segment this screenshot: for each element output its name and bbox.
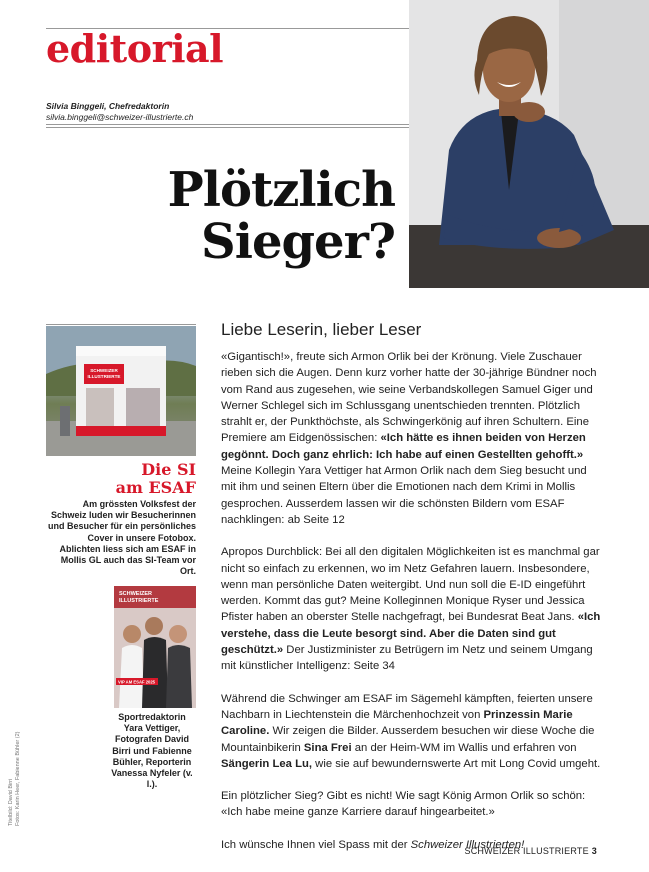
sidebar-rule bbox=[46, 324, 196, 325]
team-cover-photo bbox=[114, 586, 196, 708]
paragraph-5-italic: Schweizer Illustrierten! bbox=[410, 838, 525, 851]
paragraph-3 bbox=[221, 691, 603, 772]
team-cover-logo-line-1: SCHWEIZER bbox=[119, 591, 152, 597]
paragraph-2-quote: «Ich verstehe, dass die Leute besorgt sind. Aber die Daten sind gut geschützt.» bbox=[221, 611, 601, 657]
paragraph-1-text-a: «Gigantisch!», freute sich Armon Orlik bei der Krönung. Viele Zuschauer rieben sich die Augen. Denn kurz vorher hatte der 30-jährige Bündner noch vom Rand aus zugesehen, wie seine Verbandskollegen Samuel Giger und Werner Schlegel sich im Schlussgang unentschieden trennten. Plötzlich strahlt er, der Punkthöchste, als Schwingerkönig auf ihren Schultern. Eine Premiere am Eidgenössischen: bbox=[221, 351, 597, 445]
author-name: Silvia Binggeli, Chefredaktorin bbox=[46, 101, 170, 111]
paragraph-1 bbox=[221, 349, 603, 528]
photo-credit bbox=[8, 732, 22, 826]
team-cover-logo-line-2: ILLUSTRIERTE bbox=[119, 598, 159, 604]
editor-portrait-photo bbox=[409, 0, 649, 288]
headline bbox=[168, 164, 395, 268]
headline-line-2: Sieger? bbox=[201, 214, 395, 270]
team-cover-illustration bbox=[114, 586, 196, 708]
paragraph-3-text-c: an der Heim-WM im Wallis und erfahren von bbox=[351, 741, 577, 754]
sidebar-title-line-2: am ESAF bbox=[115, 478, 196, 497]
page-number: 3 bbox=[591, 846, 597, 856]
paragraph-3-text-d: wie sie auf bewundernswerte Art mit Long Covid umgeht. bbox=[312, 757, 601, 770]
paragraph-2-text-a: Apropos Durchblick: Bei all den digitalen Möglichkeiten ist es manchmal gar nicht so einfach zu erkennen, wo im Netz Gefahren lauern. Insbesondere, wenn man persönliche Daten weitergibt. Und nun soll die E-ID eingeführt werden. Kommt das gut? Meine Kolleginnen Monique Ryser und Jessica Pfister haben an oberster Stelle nachgefragt, bei Bundesrat Beat Jans. bbox=[221, 546, 600, 624]
fotobox-photo bbox=[46, 326, 196, 456]
paragraph-1-quote: «Ich hätte es ihnen beiden von Herzen gegönnt. Doch ganz ehrlich: Ich habe auf einen Gestellten gehofft.» bbox=[221, 432, 586, 461]
footer-magazine: SCHWEIZER ILLUSTRIERTE bbox=[464, 846, 589, 856]
salutation: Liebe Leserin, lieber Leser bbox=[221, 320, 422, 339]
header-rule-bottom bbox=[46, 124, 409, 125]
photo-credit-line-1: Titelbild: David Birri bbox=[8, 778, 14, 826]
paragraph-5-text: Ich wünsche Ihnen viel Spass mit der bbox=[221, 838, 411, 851]
author-email: silvia.binggeli@schweizer-illustrierte.ch bbox=[46, 112, 194, 122]
paragraph-2-text-b: Der Justizminister zu Betrügern im Netz und seinem Umgang mit künstlicher Intelligenz: Seite 34 bbox=[221, 644, 593, 673]
team-caption: Sportredaktorin Yara Vettiger, Fotografen David Birri und Fabienne Bühler, Reporterin Vanessa Nyfeler (v. l.). bbox=[111, 712, 193, 790]
paragraph-3-bold-3: Sängerin Lea Lu, bbox=[221, 757, 313, 770]
portrait-illustration bbox=[409, 0, 649, 288]
paragraph-3-text-b: Wir zeigen die Bilder. Ausserdem besuchen wir diese Woche die Mountainbikerin bbox=[221, 725, 595, 754]
photo-credit-line-2: Fotos: Karin Heer, Fabienne Bühler (2) bbox=[15, 731, 21, 826]
paragraph-3-bold-2: Sina Frei bbox=[303, 741, 352, 754]
page-footer bbox=[465, 846, 597, 856]
paragraph-1-text-b: Meine Kollegin Yara Vettiger hat Armon Orlik nach dem Sieg besucht und mit ihm und seinen Eltern über die Emotionen nach dem Krimi in Mollis gesprochen. Ausserdem lassen wir die schönsten Bildern vom ESAF nachklingen: ab Seite 12 bbox=[221, 465, 587, 526]
sidebar-title bbox=[46, 461, 196, 497]
paragraph-2 bbox=[221, 544, 603, 674]
masthead: editorial bbox=[46, 26, 224, 71]
sidebar-title-line-1: Die SI bbox=[141, 460, 196, 479]
paragraph-3-text-a: Während die Schwinger am ESAF im Sägemehl kämpften, feierten unsere Nachbarn in Liechtenstein die Märchenhochzeit von bbox=[221, 692, 593, 721]
team-cover-tag: VIP AM ESAF 2025 bbox=[118, 679, 156, 685]
fotobox-sign-text: SCHWEIZER bbox=[90, 368, 118, 373]
editorial-body bbox=[221, 320, 603, 869]
paragraph-4: Ein plötzlicher Sieg? Gibt es nicht! Wie sagt König Armon Orlik so schön: «Ich habe meine ganze Karriere darauf hingearbeitet.» bbox=[221, 790, 586, 819]
fotobox-illustration bbox=[46, 326, 196, 456]
header-rule-bottom-2 bbox=[46, 127, 409, 128]
author-byline bbox=[46, 101, 193, 123]
fotobox-sign-text-2: ILLUSTRIERTE bbox=[87, 374, 121, 379]
paragraph-3-bold-1: Prinzessin Marie Caroline. bbox=[221, 708, 573, 738]
headline-line-1: Plötzlich bbox=[167, 162, 395, 218]
sidebar-text: Am grössten Volksfest der Schweiz luden wir Besucherinnen und Besucher für ein persönliches Cover in unsere Fotobox. Ablichten liess sich am ESAF in Mollis GL auch das SI-Team vor Ort. bbox=[47, 499, 196, 577]
